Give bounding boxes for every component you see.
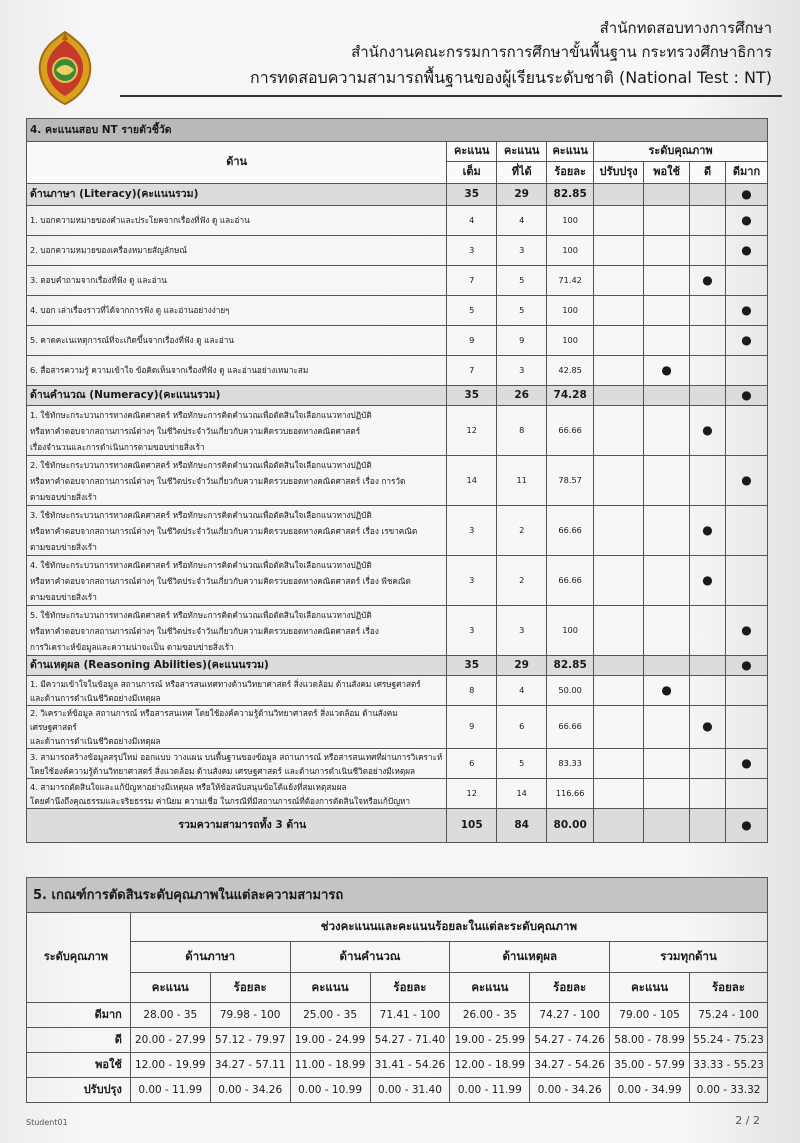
criteria-row [27, 1078, 768, 1103]
area-pct: 74.28 [547, 386, 594, 406]
column-level-very-good: ดีมาก [726, 162, 768, 184]
level-cell [690, 386, 726, 406]
level-cell [726, 809, 768, 843]
criteria-range-cell: 19.00 - 25.99 [450, 1028, 530, 1053]
criteria-range-cell: 54.27 - 74.26 [530, 1028, 610, 1053]
level-cell [690, 266, 726, 296]
area-full: 35 [447, 184, 497, 206]
indicator-got: 2 [497, 556, 547, 606]
indicator-line: 2. ใช้ทักษะกระบวนการทางคณิตศาสตร์ หรือทักษะการคิดคำนวณเพื่อตัดสินใจเลือกแนวทางปฏิบัติ [30, 459, 372, 470]
criteria-range-cell: 0.00 - 34.26 [210, 1078, 290, 1103]
indicator-pct: 78.57 [547, 456, 594, 506]
area-full: 35 [447, 656, 497, 676]
column-obtained-score-top: คะแนน [497, 142, 547, 162]
level-cell [726, 606, 768, 656]
indicator-full: 12 [447, 779, 497, 809]
indicator-line: หรือหาคำตอบจากสถานการณ์ต่างๆ ในชีวิตประจำวันเกี่ยวกับความคิดรวบยอดทางคณิตศาสตร์ เรื่อง [30, 625, 379, 636]
area-total-row [27, 656, 768, 676]
indicator-row [27, 356, 768, 386]
level-cell [726, 676, 768, 706]
header-line-1: สำนักทดสอบทางการศึกษา [599, 19, 772, 37]
level-cell [594, 326, 644, 356]
criteria-range-cell: 28.00 - 35 [130, 1003, 210, 1028]
level-marker-icon: ● [702, 272, 713, 287]
level-cell [594, 676, 644, 706]
criteria-area-all: รวมทุกด้าน [610, 942, 768, 973]
indicator-pct: 100 [547, 606, 594, 656]
area-total-row [27, 386, 768, 406]
indicator-line: 4. ใช้ทักษะกระบวนการทางคณิตศาสตร์ หรือทักษะการคิดคำนวณเพื่อตัดสินใจเลือกแนวทางปฏิบัติ [30, 559, 372, 570]
level-cell [726, 779, 768, 809]
criteria-sub-percent: ร้อยละ [370, 973, 450, 1003]
indicator-line: 3. ใช้ทักษะกระบวนการทางคณิตศาสตร์ หรือทักษะการคิดคำนวณเพื่อตัดสินใจเลือกแนวทางปฏิบัติ [30, 509, 372, 520]
column-level-fair: พอใช้ [644, 162, 690, 184]
criteria-range-cell: 55.24 - 75.23 [690, 1028, 768, 1053]
criteria-range-cell: 58.00 - 78.99 [610, 1028, 690, 1053]
criteria-range-cell: 0.00 - 31.40 [370, 1078, 450, 1103]
indicator-row [27, 506, 768, 556]
indicator-text [27, 406, 447, 456]
indicator-full: 9 [447, 326, 497, 356]
criteria-range-cell: 33.33 - 55.23 [690, 1053, 768, 1078]
criteria-sub-percent: ร้อยละ [530, 973, 610, 1003]
indicator-row [27, 749, 768, 779]
criteria-range-cell: 0.00 - 11.99 [450, 1078, 530, 1103]
level-marker-icon: ● [741, 212, 752, 227]
criteria-range-cell: 34.27 - 57.11 [210, 1053, 290, 1078]
header-line-3: การทดสอบความสามารถพื้นฐานของผู้เรียนระดับชาติ (National Test : NT) [250, 68, 772, 87]
level-cell [726, 296, 768, 326]
grand-total-label: รวมความสามารถทั้ง 3 ด้าน [27, 809, 447, 843]
indicator-text [27, 556, 447, 606]
level-marker-icon: ● [741, 302, 752, 317]
level-cell [726, 749, 768, 779]
criteria-range-cell: 79.98 - 100 [210, 1003, 290, 1028]
indicator-row [27, 779, 768, 809]
level-cell [594, 236, 644, 266]
criteria-level-label: ดีมาก [27, 1003, 131, 1028]
level-marker-icon: ● [702, 572, 713, 587]
indicator-line: ตามขอบข่ายสิ่งเร้า [30, 491, 97, 502]
footer-page-number: 2 / 2 [735, 1114, 760, 1127]
section-4-title: 4. คะแนนสอบ NT รายตัวชี้วัด [27, 119, 768, 142]
indicator-got: 5 [497, 296, 547, 326]
criteria-range-cell: 57.12 - 79.97 [210, 1028, 290, 1053]
level-cell [726, 506, 768, 556]
level-cell [644, 749, 690, 779]
indicator-line: หรือหาคำตอบจากสถานการณ์ต่างๆ ในชีวิตประจำวันเกี่ยวกับความคิดรวบยอดทางคณิตศาสตร์ เรื่อง พีชคณิต [30, 575, 411, 586]
column-area: ด้าน [27, 142, 447, 184]
indicator-got: 3 [497, 606, 547, 656]
column-level-good: ดี [690, 162, 726, 184]
indicator-text: 4. บอก เล่าเรื่องราวที่ได้จากการฟัง ดู และอ่านอย่างง่ายๆ [27, 296, 447, 326]
criteria-range-cell: 20.00 - 27.99 [130, 1028, 210, 1053]
indicator-pct: 50.00 [547, 676, 594, 706]
indicator-line: ตามขอบข่ายสิ่งเร้า [30, 591, 97, 602]
criteria-range-cell: 0.00 - 34.99 [610, 1078, 690, 1103]
indicator-line: 1. ใช้ทักษะกระบวนการทางคณิตศาสตร์ หรือทักษะการคิดคำนวณเพื่อตัดสินใจเลือกแนวทางปฏิบัติ [30, 409, 372, 420]
criteria-sub-percent: ร้อยละ [690, 973, 768, 1003]
indicator-got: 5 [497, 749, 547, 779]
level-cell [594, 406, 644, 456]
criteria-range-cell: 12.00 - 18.99 [450, 1053, 530, 1078]
criteria-area-numeracy: ด้านคำนวณ [290, 942, 450, 973]
indicator-got: 14 [497, 779, 547, 809]
level-cell [644, 326, 690, 356]
level-cell [726, 656, 768, 676]
level-cell [594, 706, 644, 749]
criteria-sub-percent: ร้อยละ [210, 973, 290, 1003]
indicator-row [27, 406, 768, 456]
indicator-text [27, 676, 447, 706]
level-marker-icon: ● [741, 472, 752, 487]
level-cell [726, 266, 768, 296]
indicator-got: 3 [497, 356, 547, 386]
criteria-range-cell: 12.00 - 19.99 [130, 1053, 210, 1078]
area-full: 35 [447, 386, 497, 406]
level-marker-icon: ● [661, 682, 672, 697]
indicator-text: 5. คาดคะเนเหตุการณ์ที่จะเกิดขึ้นจากเรื่องที่ฟัง ดู และอ่าน [27, 326, 447, 356]
level-cell [726, 456, 768, 506]
area-got: 26 [497, 386, 547, 406]
level-cell [644, 386, 690, 406]
criteria-area-language: ด้านภาษา [130, 942, 290, 973]
footer-student-id: Student01 [26, 1118, 68, 1127]
criteria-range-cell: 75.24 - 100 [690, 1003, 768, 1028]
level-cell [594, 779, 644, 809]
level-cell [644, 356, 690, 386]
level-cell [594, 506, 644, 556]
column-obtained-score-bottom: ที่ได้ [497, 162, 547, 184]
level-cell [690, 606, 726, 656]
level-cell [726, 556, 768, 606]
indicator-text [27, 749, 447, 779]
criteria-range-cell: 54.27 - 71.40 [370, 1028, 450, 1053]
criteria-level-label: ดี [27, 1028, 131, 1053]
level-marker-icon: ● [702, 522, 713, 537]
indicator-row [27, 456, 768, 506]
level-cell [594, 356, 644, 386]
level-cell [690, 809, 726, 843]
criteria-table [26, 912, 768, 1103]
indicator-full: 12 [447, 406, 497, 456]
level-cell [690, 506, 726, 556]
column-percent-bottom: ร้อยละ [547, 162, 594, 184]
criteria-row [27, 1028, 768, 1053]
section-5-title: 5. เกณฑ์การตัดสินระดับคุณภาพในแต่ละความสามารถ [26, 877, 768, 913]
indicator-pct: 100 [547, 206, 594, 236]
area-total-row [27, 184, 768, 206]
indicator-row [27, 706, 768, 749]
indicator-pct: 66.66 [547, 706, 594, 749]
indicator-line: เรื่องจำนวนและการดำเนินการตามขอบข่ายสิ่งเร้า [30, 441, 205, 452]
criteria-level-label: ปรับปรุง [27, 1078, 131, 1103]
indicator-row [27, 266, 768, 296]
indicator-line: ตามขอบข่ายสิ่งเร้า [30, 541, 97, 552]
indicator-full: 3 [447, 236, 497, 266]
indicator-row [27, 326, 768, 356]
indicator-pct: 66.66 [547, 406, 594, 456]
level-cell [690, 296, 726, 326]
criteria-range-cell: 79.00 - 105 [610, 1003, 690, 1028]
criteria-range-cell: 26.00 - 35 [450, 1003, 530, 1028]
level-cell [644, 406, 690, 456]
indicator-line: หรือหาคำตอบจากสถานการณ์ต่างๆ ในชีวิตประจำวันเกี่ยวกับความคิดรวบยอดทางคณิตศาสตร์ เรื่อง เรขาคณิต [30, 525, 418, 536]
level-cell [690, 184, 726, 206]
level-cell [644, 656, 690, 676]
indicator-got: 4 [497, 206, 547, 236]
level-marker-icon: ● [661, 362, 672, 377]
indicator-full: 3 [447, 556, 497, 606]
level-cell [594, 656, 644, 676]
level-cell [690, 706, 726, 749]
level-marker-icon: ● [741, 755, 752, 770]
level-cell [726, 206, 768, 236]
grand-total-got: 84 [497, 809, 547, 843]
indicator-pct: 100 [547, 326, 594, 356]
indicator-got: 2 [497, 506, 547, 556]
criteria-row [27, 1053, 768, 1078]
criteria-range-cell: 74.27 - 100 [530, 1003, 610, 1028]
level-cell [594, 296, 644, 326]
column-percent-top: คะแนน [547, 142, 594, 162]
criteria-sub-score: คะแนน [290, 973, 370, 1003]
level-cell [726, 184, 768, 206]
indicator-line: และด้านการดำเนินชีวิตอย่างมีเหตุผล [30, 692, 161, 703]
indicator-got: 11 [497, 456, 547, 506]
level-cell [726, 386, 768, 406]
criteria-range-cell: 0.00 - 11.99 [130, 1078, 210, 1103]
indicator-got: 6 [497, 706, 547, 749]
indicator-got: 3 [497, 236, 547, 266]
criteria-range-cell: 0.00 - 33.32 [690, 1078, 768, 1103]
indicator-full: 7 [447, 356, 497, 386]
area-pct: 82.85 [547, 656, 594, 676]
indicator-full: 3 [447, 506, 497, 556]
level-cell [594, 749, 644, 779]
level-cell [594, 266, 644, 296]
indicator-line: หรือหาคำตอบจากสถานการณ์ต่างๆ ในชีวิตประจำวันเกี่ยวกับความคิดรวบยอดทางคณิตศาสตร์ เรื่อง การวัด [30, 475, 406, 486]
level-marker-icon: ● [741, 332, 752, 347]
indicator-text: 3. ตอบคำถามจากเรื่องที่ฟัง ดู และอ่าน [27, 266, 447, 296]
column-level-improve: ปรับปรุง [594, 162, 644, 184]
indicator-text: 1. บอกความหมายของคำและประโยคจากเรื่องที่ฟัง ดู และอ่าน [27, 206, 447, 236]
level-marker-icon: ● [741, 657, 752, 672]
level-marker-icon: ● [741, 186, 752, 201]
indicator-full: 14 [447, 456, 497, 506]
level-cell [690, 206, 726, 236]
level-cell [644, 456, 690, 506]
criteria-range-cell: 0.00 - 10.99 [290, 1078, 370, 1103]
area-pct: 82.85 [547, 184, 594, 206]
indicator-row [27, 206, 768, 236]
level-cell [726, 706, 768, 749]
column-full-score-bottom: เต็ม [447, 162, 497, 184]
level-cell [594, 456, 644, 506]
indicator-line: 3. สามารถสร้างข้อมูลสรุปใหม่ ออกแบบ วางแผน บนพื้นฐานของข้อมูล สถานการณ์ หรือสารสนเทศที่ผ่านการวิเคราะห์ [30, 751, 443, 762]
level-cell [690, 676, 726, 706]
ministry-emblem-icon [34, 30, 96, 106]
level-cell [644, 556, 690, 606]
level-cell [644, 809, 690, 843]
criteria-range-cell: 71.41 - 100 [370, 1003, 450, 1028]
level-cell [644, 706, 690, 749]
criteria-row [27, 1003, 768, 1028]
level-cell [690, 556, 726, 606]
level-marker-icon: ● [741, 817, 752, 832]
level-cell [594, 386, 644, 406]
indicator-row [27, 296, 768, 326]
indicator-pct: 100 [547, 236, 594, 266]
level-cell [594, 206, 644, 236]
header-rule [120, 95, 782, 97]
area-name: ด้านภาษา (Literacy)(คะแนนรวม) [27, 184, 447, 206]
indicator-text [27, 456, 447, 506]
level-cell [594, 556, 644, 606]
area-got: 29 [497, 656, 547, 676]
criteria-level-header: ระดับคุณภาพ [27, 913, 131, 1003]
level-cell [644, 184, 690, 206]
criteria-range-cell: 25.00 - 35 [290, 1003, 370, 1028]
indicator-full: 4 [447, 206, 497, 236]
criteria-span-header: ช่วงคะแนนและคะแนนร้อยละในแต่ละระดับคุณภาพ [130, 913, 767, 942]
grand-total-row [27, 809, 768, 843]
indicator-full: 8 [447, 676, 497, 706]
criteria-range-cell: 34.27 - 54.26 [530, 1053, 610, 1078]
indicator-pct: 116.66 [547, 779, 594, 809]
indicator-line: และด้านการดำเนินชีวิตอย่างมีเหตุผล [30, 736, 161, 746]
criteria-range-cell: 11.00 - 18.99 [290, 1053, 370, 1078]
criteria-sub-score: คะแนน [450, 973, 530, 1003]
level-marker-icon: ● [741, 387, 752, 402]
indicator-line: 5. ใช้ทักษะกระบวนการทางคณิตศาสตร์ หรือทักษะการคิดคำนวณเพื่อตัดสินใจเลือกแนวทางปฏิบัติ [30, 609, 372, 620]
column-quality-level: ระดับคุณภาพ [594, 142, 768, 162]
indicator-line: 4. สามารถตัดสินใจและแก้ปัญหาอย่างมีเหตุผล หรือให้ข้อสนับสนุนข้อโต้แย้งที่สมเหตุสมผล [30, 781, 347, 792]
indicator-pct: 42.85 [547, 356, 594, 386]
area-got: 29 [497, 184, 547, 206]
indicator-full: 3 [447, 606, 497, 656]
grand-total-full: 105 [447, 809, 497, 843]
header-line-2: สำนักงานคณะกรรมการการศึกษาขั้นพื้นฐาน กระทรวงศึกษาธิการ [351, 43, 772, 61]
level-cell [644, 676, 690, 706]
indicator-row [27, 676, 768, 706]
column-full-score-top: คะแนน [447, 142, 497, 162]
criteria-area-reasoning: ด้านเหตุผล [450, 942, 610, 973]
criteria-range-cell: 31.41 - 54.26 [370, 1053, 450, 1078]
indicator-pct: 100 [547, 296, 594, 326]
level-cell [690, 656, 726, 676]
indicator-line: โดยใช้องค์ความรู้ด้านวิทยาศาสตร์ สิ่งแวดล้อม ด้านสังคม เศรษฐศาสตร์ และด้านการดำเนินชีวิตอย่างมีเหตุผล [30, 765, 416, 776]
indicator-got: 4 [497, 676, 547, 706]
level-marker-icon: ● [702, 422, 713, 437]
criteria-range-cell: 0.00 - 34.26 [530, 1078, 610, 1103]
level-cell [644, 206, 690, 236]
level-cell [726, 326, 768, 356]
criteria-sub-score: คะแนน [610, 973, 690, 1003]
indicator-line: 1. มีความเข้าใจในข้อมูล สถานการณ์ หรือสารสนเทศทางด้านวิทยาศาสตร์ สิ่งแวดล้อม ด้านสังคม เศรษฐศาสตร์ [30, 678, 421, 689]
criteria-level-label: พอใช้ [27, 1053, 131, 1078]
level-cell [690, 749, 726, 779]
level-cell [644, 266, 690, 296]
indicator-full: 5 [447, 296, 497, 326]
level-marker-icon: ● [741, 242, 752, 257]
level-cell [644, 506, 690, 556]
indicator-pct: 66.66 [547, 506, 594, 556]
level-cell [690, 456, 726, 506]
level-marker-icon: ● [741, 622, 752, 637]
level-cell [690, 356, 726, 386]
indicator-got: 8 [497, 406, 547, 456]
indicator-pct: 83.33 [547, 749, 594, 779]
level-cell [644, 779, 690, 809]
indicator-pct: 66.66 [547, 556, 594, 606]
indicator-got: 5 [497, 266, 547, 296]
level-cell [690, 406, 726, 456]
indicator-text: 2. บอกความหมายของเครื่องหมายสัญลักษณ์ [27, 236, 447, 266]
grand-total-pct: 80.00 [547, 809, 594, 843]
indicator-text [27, 606, 447, 656]
level-cell [644, 296, 690, 326]
indicator-row [27, 556, 768, 606]
indicator-got: 9 [497, 326, 547, 356]
criteria-range-cell: 35.00 - 57.99 [610, 1053, 690, 1078]
area-name: ด้านเหตุผล (Reasoning Abilities)(คะแนนรวม) [27, 656, 447, 676]
indicator-full: 9 [447, 706, 497, 749]
level-cell [726, 406, 768, 456]
indicator-text: 6. สื่อสารความรู้ ความเข้าใจ ข้อคิดเห็นจากเรื่องที่ฟัง ดู และอ่านอย่างเหมาะสม [27, 356, 447, 386]
indicator-text [27, 779, 447, 809]
indicator-pct: 71.42 [547, 266, 594, 296]
level-cell [726, 236, 768, 266]
indicator-row [27, 606, 768, 656]
level-marker-icon: ● [702, 719, 713, 734]
criteria-range-cell: 19.00 - 24.99 [290, 1028, 370, 1053]
level-cell [594, 809, 644, 843]
level-cell [644, 236, 690, 266]
indicator-text [27, 506, 447, 556]
level-cell [690, 236, 726, 266]
indicator-row [27, 236, 768, 266]
area-name: ด้านคำนวณ (Numeracy)(คะแนนรวม) [27, 386, 447, 406]
level-cell [594, 184, 644, 206]
level-cell [690, 779, 726, 809]
level-cell [594, 606, 644, 656]
indicator-score-table [26, 118, 768, 843]
indicator-full: 6 [447, 749, 497, 779]
criteria-sub-score: คะแนน [130, 973, 210, 1003]
indicator-line: หรือหาคำตอบจากสถานการณ์ต่างๆ ในชีวิตประจำวันเกี่ยวกับความคิดรวบยอดทางคณิตศาสตร์ [30, 425, 361, 436]
level-cell [690, 326, 726, 356]
indicator-text [27, 706, 447, 749]
indicator-line: การวิเคราะห์ข้อมูลและความน่าจะเป็น ตามขอบข่ายสิ่งเร้า [30, 641, 234, 652]
indicator-full: 7 [447, 266, 497, 296]
level-cell [726, 356, 768, 386]
indicator-line: 2. วิเคราะห์ข้อมูล สถานการณ์ หรือสารสนเทศ โดยใช้องค์ความรู้ด้านวิทยาศาสตร์ สิ่งแวดล้อม ด้านสังคม เศรษฐศาสตร์ [30, 708, 398, 732]
level-cell [644, 606, 690, 656]
indicator-line: โดยคำนึงถึงคุณธรรมและจริยธรรม ค่านิยม ความเชื่อ ในกรณีที่มีสถานการณ์ที่ต้องการตัดสินใจหรือแก้ปัญหา [30, 795, 411, 806]
